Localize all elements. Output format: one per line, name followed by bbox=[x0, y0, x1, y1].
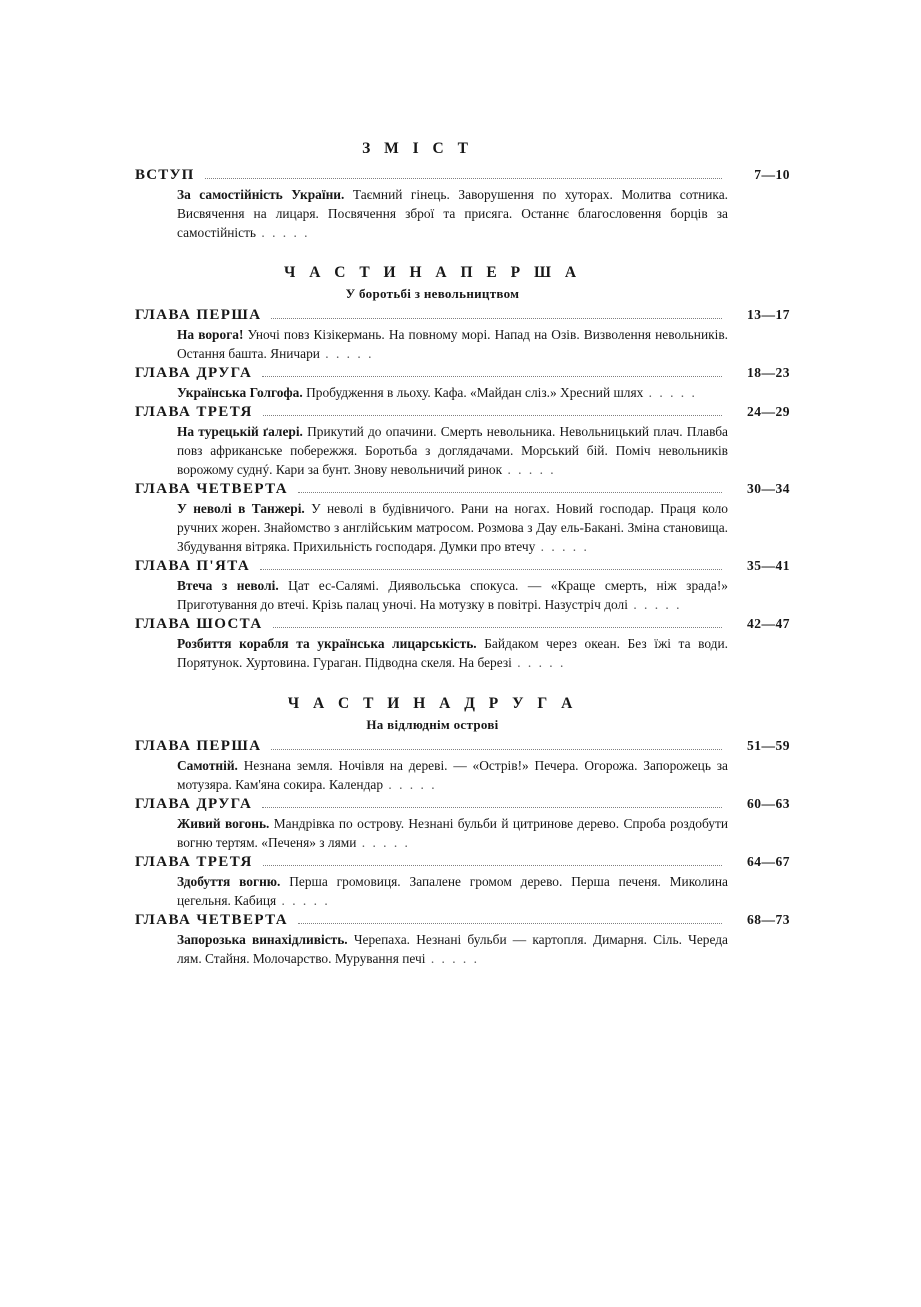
toc-entry-label: ГЛАВА ШОСТА bbox=[135, 616, 263, 633]
description-dot-trail: . . . . . bbox=[535, 539, 589, 555]
toc-entry-description-rest: Мандрівка по острову. Незнані бульби й цитринове дерево. Спроба роздобути вогню тертям. «Печеня» з лями bbox=[177, 815, 728, 850]
dot-leader bbox=[205, 178, 722, 179]
toc-entry-label: ГЛАВА ТРЕТЯ bbox=[135, 404, 253, 421]
toc-entry-pages: 24—29 bbox=[747, 404, 790, 420]
toc-entry-label: ГЛАВА ЧЕТВЕРТА bbox=[135, 911, 288, 928]
description-dot-trail: . . . . . bbox=[319, 346, 374, 362]
toc-entry-description-rest: Прикутий до опачини. Смерть невольника. Невольницький плач. Плавба повз африканське побережжя. Боротьба з доглядачами. Морський бій. Поміч невольників ворожому суднý. Кари за бунт. Знову невольничий ринок bbox=[177, 424, 728, 478]
toc-entry-description bbox=[177, 930, 728, 968]
toc-entry-label: ГЛАВА П'ЯТА bbox=[135, 558, 251, 575]
toc-entry-description-lead: Живий вогонь. bbox=[177, 815, 270, 831]
toc-entry[interactable] bbox=[135, 404, 790, 479]
toc-entry-pages: 68—73 bbox=[747, 911, 790, 927]
toc-entry-description bbox=[177, 814, 728, 852]
toc-entry-head bbox=[135, 912, 790, 929]
toc-entry[interactable] bbox=[135, 167, 790, 242]
page-title: З М І С Т bbox=[362, 140, 473, 157]
toc-entry-pages: 64—67 bbox=[747, 853, 790, 869]
toc-entry-description-rest: Перша громовиця. Запалене громом дерево. Перша печеня. Миколина цегельня. Кабиця bbox=[177, 873, 728, 908]
dot-leader bbox=[271, 318, 722, 319]
toc-entry-pages: 51—59 bbox=[747, 737, 790, 753]
toc-entry-description bbox=[177, 325, 728, 363]
toc-entry-head bbox=[135, 616, 790, 633]
toc-entry-head bbox=[135, 738, 790, 755]
toc-entry-description bbox=[177, 383, 728, 402]
toc-entry-description bbox=[177, 499, 728, 556]
toc-entry-head bbox=[135, 558, 790, 575]
part-heading-block bbox=[135, 695, 790, 733]
dot-leader bbox=[262, 376, 722, 377]
toc-entry-description-lead: Самотній. bbox=[177, 757, 238, 773]
toc-entry-label: ГЛАВА ПЕРША bbox=[135, 737, 262, 754]
toc-entry-pages: 7—10 bbox=[754, 167, 790, 182]
toc-entry-head bbox=[135, 167, 790, 184]
toc-entry-description bbox=[177, 185, 728, 242]
toc-entry-pages: 13—17 bbox=[747, 307, 790, 323]
toc-entry-head bbox=[135, 481, 790, 498]
toc-entry-pages: 18—23 bbox=[747, 365, 790, 381]
description-dot-trail: . . . . . bbox=[276, 892, 330, 908]
toc-entry-head bbox=[135, 854, 790, 871]
toc-entry[interactable] bbox=[135, 854, 790, 910]
toc-entry[interactable] bbox=[135, 616, 790, 672]
toc-entry-description-lead: За самостійність України. bbox=[177, 187, 345, 202]
description-dot-trail: . . . . . bbox=[256, 225, 310, 241]
toc-entry[interactable] bbox=[135, 796, 790, 852]
toc-entry-label: ГЛАВА ДРУГА bbox=[135, 795, 253, 812]
description-dot-trail: . . . . . bbox=[383, 776, 437, 792]
description-dot-trail: . . . . . bbox=[627, 597, 682, 613]
dot-leader bbox=[298, 923, 722, 924]
toc-entry-head bbox=[135, 404, 790, 421]
dot-leader bbox=[263, 415, 722, 416]
toc-entry-pages: 60—63 bbox=[747, 795, 790, 811]
description-dot-trail: . . . . . bbox=[643, 385, 697, 401]
toc-entry-description-rest: Черепаха. Незнані бульби — картопля. Димарня. Сіль. Череда лям. Стайня. Молочарство. Мурування печі bbox=[177, 931, 728, 966]
toc-entry-description-rest: Байдаком через океан. Без їжі та води. Порятунок. Хуртовина. Гураган. Підводна скеля. На березі bbox=[177, 636, 728, 671]
toc-entry-description-rest: Таємний гінець. Заворушення по хуторах. Молитва сотника. Висвячення на лицаря. Посвячення зброї та присяга. Останнє благословення борців за самостійність bbox=[177, 187, 728, 241]
toc-entry-head bbox=[135, 307, 790, 324]
toc-entry-label: ГЛАВА ТРЕТЯ bbox=[135, 853, 253, 870]
dot-leader bbox=[271, 749, 722, 750]
toc-entry-description-lead: Запорозька винахідливість. bbox=[177, 931, 348, 947]
toc-entry-label: ГЛАВА ЧЕТВЕРТА bbox=[135, 481, 288, 498]
toc-entry-pages: 30—34 bbox=[747, 481, 790, 497]
part-title: Ч А С Т И Н А П Е Р Ш А bbox=[283, 264, 582, 282]
dot-leader bbox=[263, 865, 722, 866]
dot-leader bbox=[298, 492, 722, 493]
toc-entry-description-rest: У неволі в будівничого. Рани на ногах. Новий господар. Праця коло ручних жорен. Знайомство з англійським матросом. Розмова з Дау ель-Бакані. Зміна становища. Збудування вітряка. Прихильність господаря. Думки про втечу bbox=[177, 501, 728, 555]
toc-entry-description bbox=[177, 576, 728, 614]
toc-entry-description-lead: На турецькій ґалері. bbox=[177, 424, 303, 440]
toc-entry[interactable] bbox=[135, 481, 790, 556]
toc-entry[interactable] bbox=[135, 365, 790, 402]
toc-entry-description-lead: Здобуття вогню. bbox=[177, 873, 281, 889]
toc-entry-description bbox=[177, 872, 728, 910]
description-dot-trail: . . . . . bbox=[502, 462, 556, 478]
toc-entry-description-lead: У неволі в Танжері. bbox=[177, 501, 305, 517]
toc-entry-label: ГЛАВА ПЕРША bbox=[135, 307, 262, 324]
toc-entry-description bbox=[177, 756, 728, 794]
toc-entry-head bbox=[135, 796, 790, 813]
part-heading-block bbox=[135, 264, 790, 302]
toc-entry-description-rest: Пробудження в льоху. Кафа. «Майдан сліз.» Хресний шлях bbox=[302, 385, 644, 401]
dot-leader bbox=[262, 807, 722, 808]
part-subtitle: На відлюднім острові bbox=[366, 716, 499, 732]
toc-entry-description-rest: Цат ес-Салямі. Диявольська спокуса. — «Краще смерть, ніж зрада!» Приготування до втечі. Крізь палац уночі. На мотузку в повітрі. Назустріч долі bbox=[177, 578, 729, 613]
toc-entry[interactable] bbox=[135, 912, 790, 968]
toc-entry-description bbox=[177, 634, 728, 672]
toc-entry-label: ВСТУП bbox=[135, 167, 195, 183]
part-title: Ч А С Т И Н А Д Р У Г А bbox=[287, 694, 578, 712]
dot-leader bbox=[273, 627, 722, 628]
description-dot-trail: . . . . . bbox=[511, 655, 566, 671]
dot-leader bbox=[260, 569, 722, 570]
toc-entry-pages: 35—41 bbox=[747, 558, 790, 574]
toc-entry-description-rest: Незнана земля. Ночівля на дереві. — «Острів!» Печера. Огорожа. Запорожець за мотузяра. Кам'яна сокира. Календар bbox=[177, 757, 728, 792]
toc-entry[interactable] bbox=[135, 558, 790, 614]
toc-entry[interactable] bbox=[135, 307, 790, 363]
toc-entry-description-lead: На ворога! bbox=[177, 327, 244, 343]
part-subtitle: У боротьбі з невольництвом bbox=[345, 286, 520, 302]
toc-entry-label: ГЛАВА ДРУГА bbox=[135, 365, 253, 382]
toc-entry-description-rest: Уночі повз Кізікермань. На повному морі. Напад на Озів. Визволення невольників. Остання башта. Яничари bbox=[177, 327, 729, 362]
description-dot-trail: . . . . . bbox=[356, 834, 410, 850]
toc-entry-description-lead: Розбиття корабля та українська лицарськість. bbox=[177, 636, 477, 652]
toc-entry-description-lead: Втеча з неволі. bbox=[177, 578, 279, 594]
table-of-contents bbox=[135, 140, 790, 968]
toc-entry[interactable] bbox=[135, 738, 790, 794]
toc-entry-description-lead: Українська Голгофа. bbox=[177, 385, 303, 401]
description-dot-trail: . . . . . bbox=[425, 950, 479, 966]
toc-body bbox=[135, 167, 790, 968]
toc-entry-head bbox=[135, 365, 790, 382]
toc-entry-pages: 42—47 bbox=[747, 616, 790, 632]
toc-entry-description bbox=[177, 422, 728, 479]
